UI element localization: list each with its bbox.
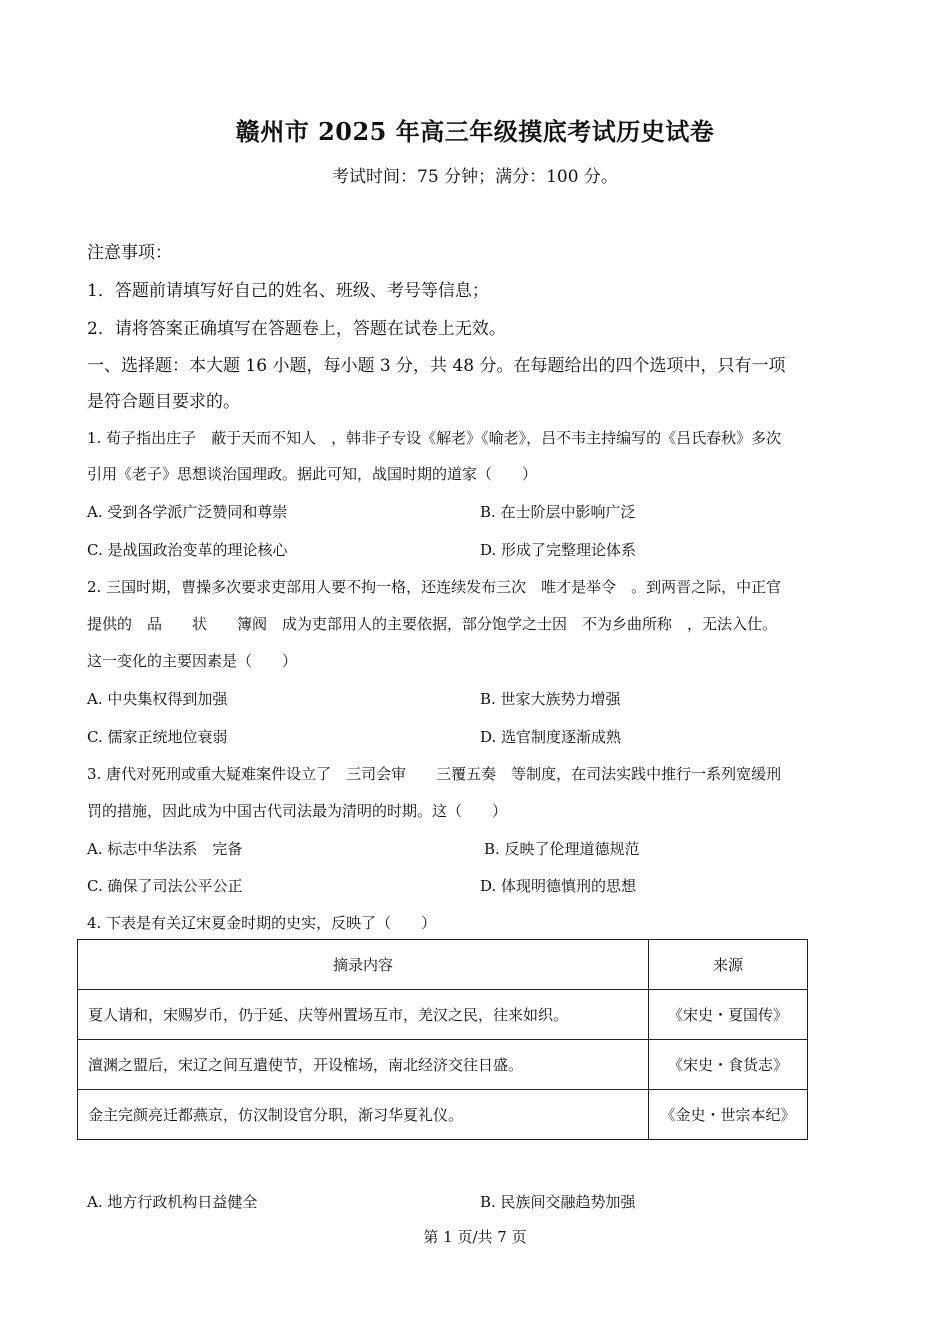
q2-stem-line2: 提供的 品 状 簿阀 成为吏部用人的主要依据，部分饱学之士因 不为乡曲所称 ，无法入仕。 bbox=[87, 615, 778, 633]
q1-option-c: C. 是战国政治变革的理论核心 bbox=[87, 541, 288, 559]
q3-option-a: A. 标志中华法系 完备 bbox=[87, 840, 243, 858]
notice-item-1: 1．答题前请填写好自己的姓名、班级、考号等信息； bbox=[87, 281, 489, 301]
q1-option-d: D. 形成了完整理论体系 bbox=[480, 541, 637, 559]
table-cell-content: 夏人请和，宋赐岁币，仍于延、庆等州置场互市，羌汉之民，往来如织。 bbox=[78, 990, 649, 1040]
table-header-source: 来源 bbox=[649, 940, 808, 990]
q4-stem: 4. 下表是有关辽宋夏金时期的史实，反映了（ ） bbox=[87, 914, 437, 932]
table-row bbox=[78, 1090, 808, 1140]
q3-option-d: D. 体现明德慎刑的思想 bbox=[480, 877, 637, 895]
q2-option-d: D. 选官制度逐渐成熟 bbox=[480, 728, 622, 746]
q1-stem-line2: 引用《老子》思想谈治国理政。据此可知，战国时期的道家（ ） bbox=[87, 465, 538, 483]
notice-item-2: 2．请将答案正确填写在答题卷上，答题在试卷上无效。 bbox=[87, 319, 506, 339]
page-number: 第 1 页/共 7 页 bbox=[423, 1228, 527, 1246]
table-cell-source: 《宋史・食货志》 bbox=[649, 1040, 808, 1090]
exam-info: 考试时间：75 分钟；满分：100 分。 bbox=[332, 167, 618, 187]
section-instruction-line2: 是符合题目要求的。 bbox=[87, 392, 240, 412]
section-instruction-line1: 一、选择题：本大题 16 小题，每小题 3 分，共 48 分。在每题给出的四个选项中，只有一项 bbox=[87, 356, 786, 376]
q3-option-b: B. 反映了伦理道德规范 bbox=[484, 840, 640, 858]
q2-stem-line3: 这一变化的主要因素是（ ） bbox=[87, 652, 298, 670]
q4-option-a: A. 地方行政机构日益健全 bbox=[87, 1193, 258, 1211]
q3-option-c: C. 确保了司法公平公正 bbox=[87, 877, 243, 895]
table-row bbox=[78, 1040, 808, 1090]
q3-stem-line1: 3. 唐代对死刑或重大疑难案件设立了 三司会审 三覆五奏 等制度，在司法实践中推行一系列宽缓刑 bbox=[87, 765, 782, 783]
table-header-content: 摘录内容 bbox=[78, 940, 649, 990]
table-cell-content: 澶渊之盟后，宋辽之间互遣使节，开设榷场，南北经济交往日盛。 bbox=[78, 1040, 649, 1090]
notice-heading: 注意事项： bbox=[87, 243, 172, 263]
q2-option-a: A. 中央集权得到加强 bbox=[87, 690, 228, 708]
table-header-row bbox=[78, 940, 808, 990]
table-row bbox=[78, 990, 808, 1040]
table-cell-content: 金主完颜亮迁都燕京，仿汉制设官分职，渐习华夏礼仪。 bbox=[78, 1090, 649, 1140]
q1-stem-line1: 1. 荀子指出庄子 蔽于天而不知人 ，韩非子专设《解老》《喻老》，吕不韦主持编写的《吕氏春秋》多次 bbox=[87, 429, 782, 447]
q3-stem-line2: 罚的措施，因此成为中国古代司法最为清明的时期。这（ ） bbox=[87, 802, 508, 820]
q4-option-b: B. 民族间交融趋势加强 bbox=[480, 1193, 636, 1211]
history-facts-table bbox=[77, 939, 808, 1140]
q2-option-c: C. 儒家正统地位衰弱 bbox=[87, 728, 228, 746]
page-title: 赣州市 2025 年高三年级摸底考试历史试卷 bbox=[235, 117, 715, 146]
table-cell-source: 《金史・世宗本纪》 bbox=[649, 1090, 808, 1140]
table-cell-source: 《宋史・夏国传》 bbox=[649, 990, 808, 1040]
q2-option-b: B. 世家大族势力增强 bbox=[480, 690, 621, 708]
q1-option-b: B. 在士阶层中影响广泛 bbox=[480, 503, 636, 521]
q2-stem-line1: 2. 三国时期，曹操多次要求吏部用人要不拘一格，还连续发布三次 唯才是举令 。到两晋之际，中正官 bbox=[87, 578, 782, 596]
q1-option-a: A. 受到各学派广泛赞同和尊崇 bbox=[87, 503, 288, 521]
